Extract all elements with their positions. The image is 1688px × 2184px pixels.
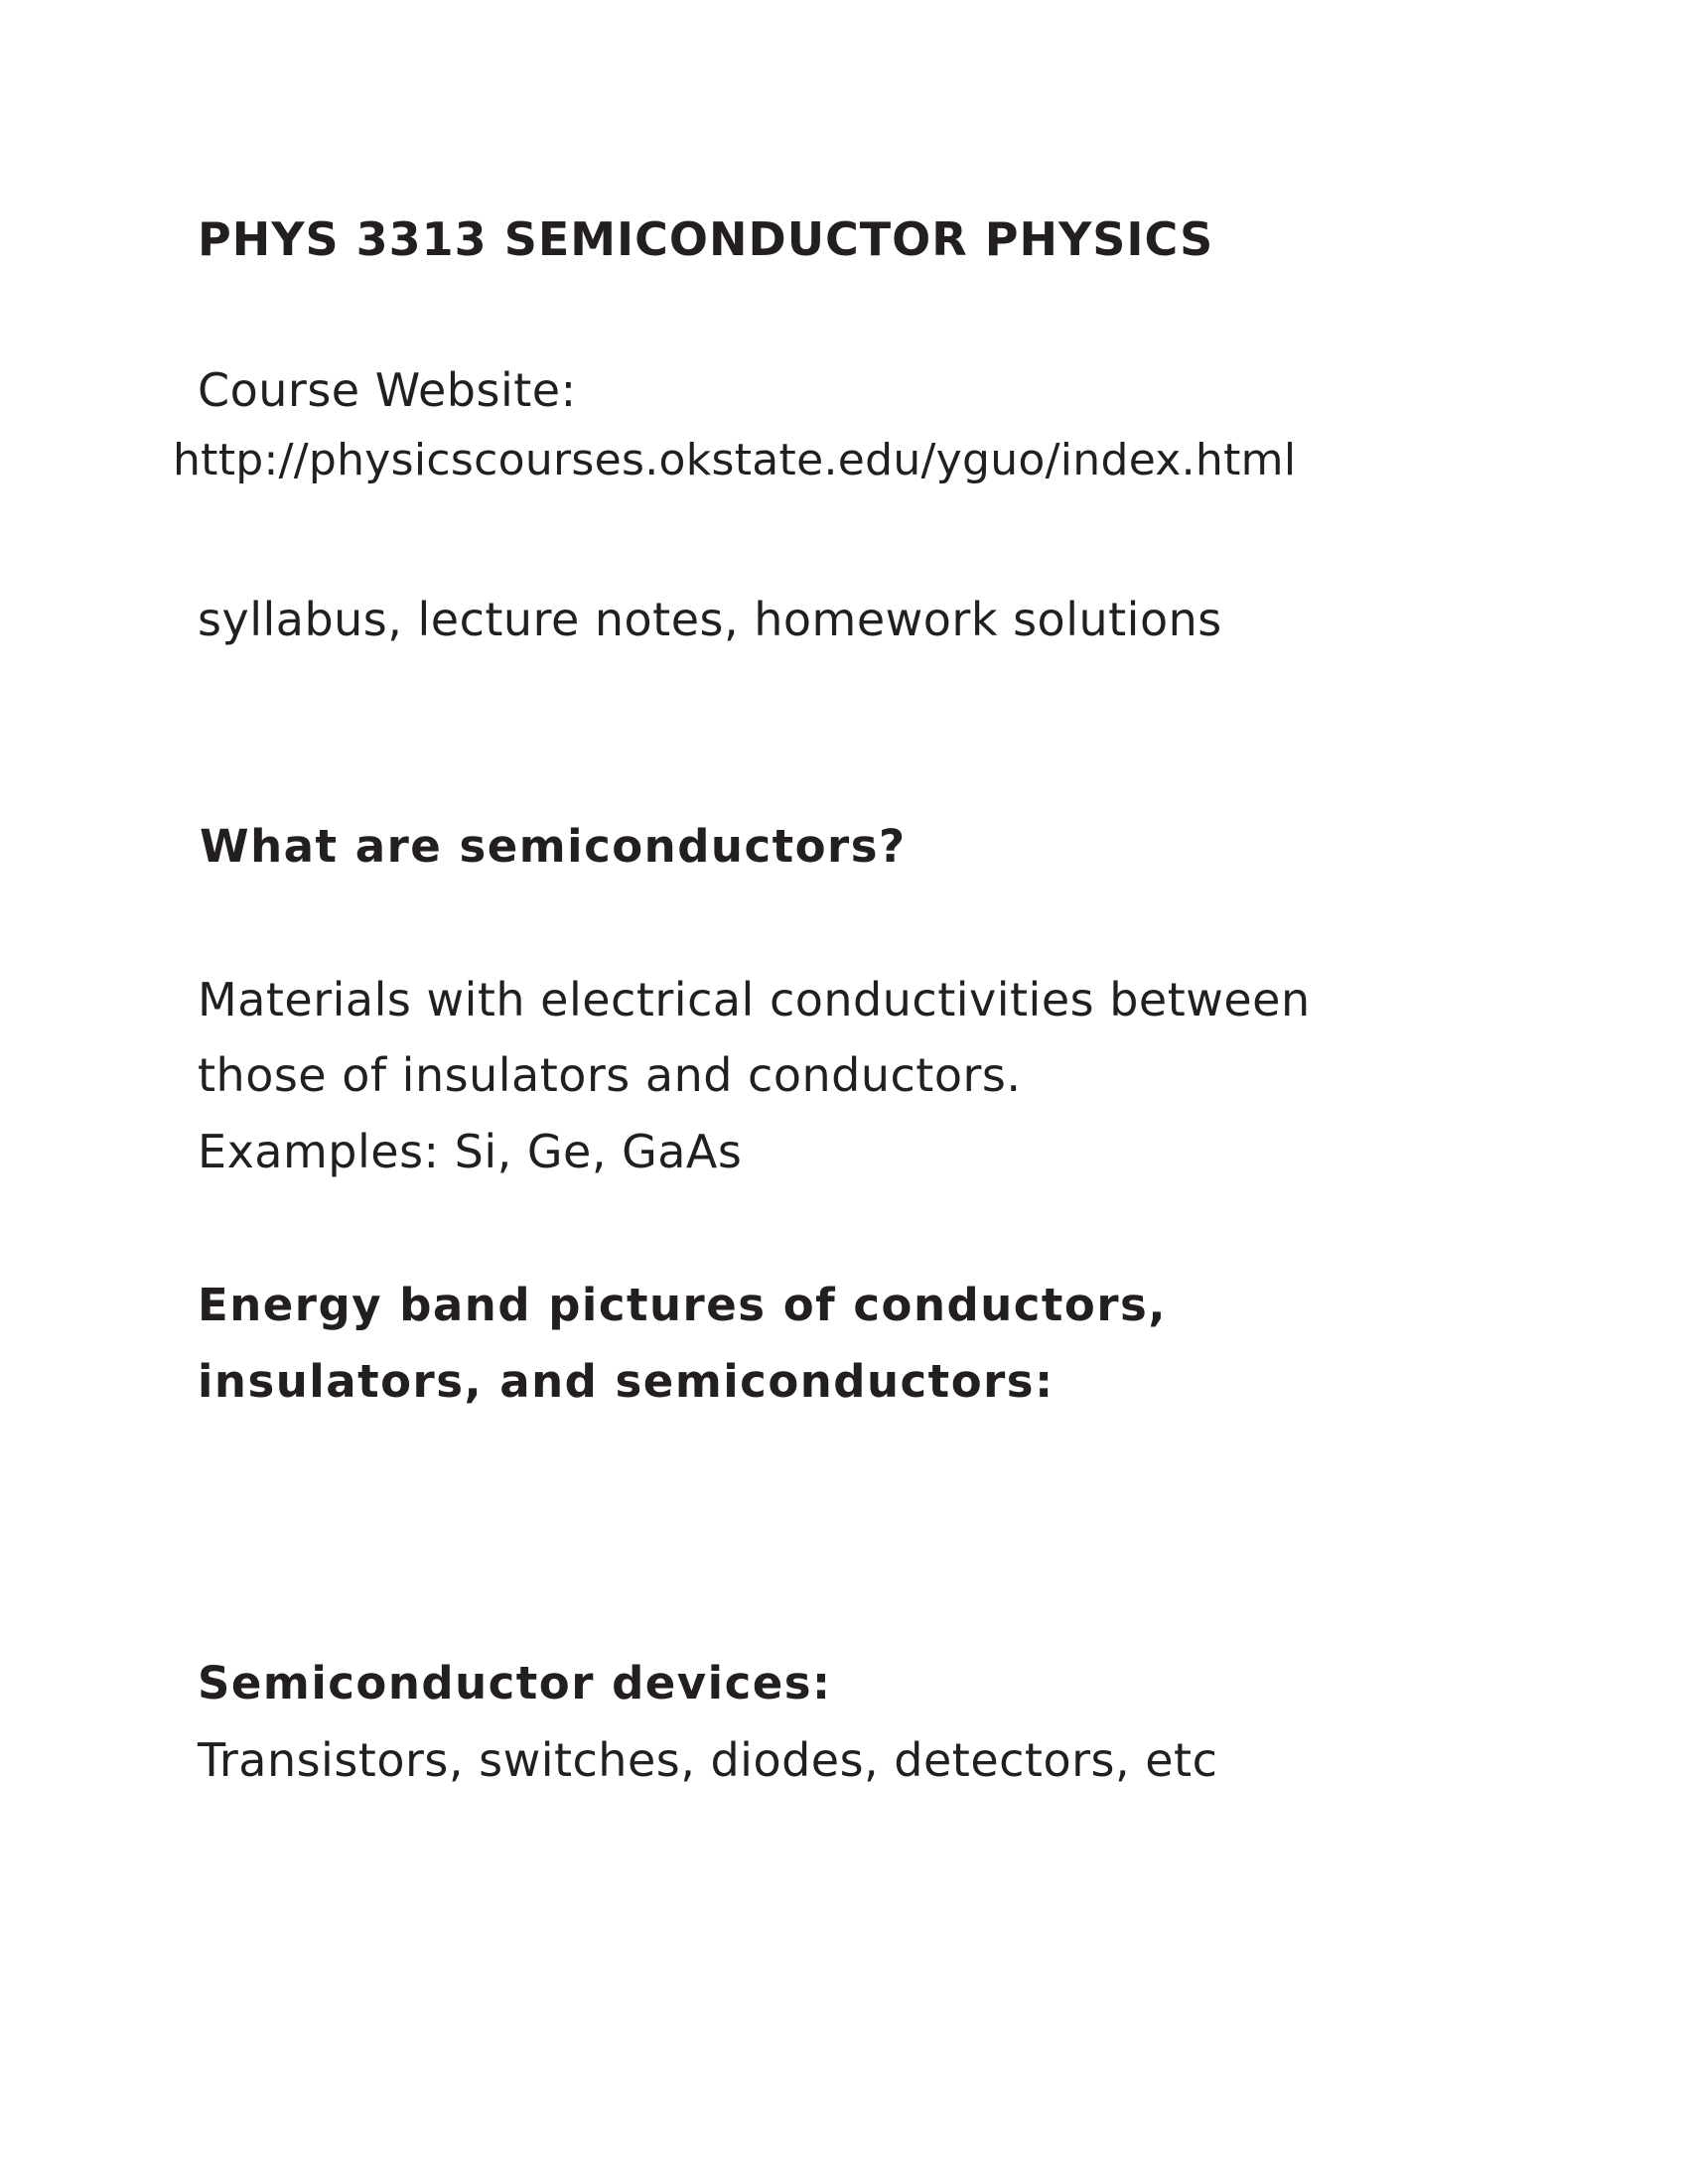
examples-line: Examples: Si, Ge, GaAs	[198, 1125, 743, 1178]
section-heading-semiconductor-devices: Semiconductor devices:	[198, 1657, 832, 1709]
definition-line-2: those of insulators and conductors.	[198, 1048, 1022, 1102]
course-website-label: Course Website:	[198, 363, 577, 417]
resources-text: syllabus, lecture notes, homework solutions	[198, 593, 1222, 646]
definition-line-1: Materials with electrical conductivities between	[198, 973, 1311, 1026]
page-title: PHYS 3313 SEMICONDUCTOR PHYSICS	[198, 212, 1214, 266]
section-heading-energy-band-line-1: Energy band pictures of conductors,	[198, 1279, 1167, 1331]
course-website-link[interactable]: http://physicscourses.okstate.edu/yguo/index.html	[173, 435, 1297, 485]
section-heading-what-are-semiconductors: What are semiconductors?	[200, 820, 907, 873]
section-heading-energy-band-line-2: insulators, and semiconductors:	[198, 1355, 1055, 1408]
devices-list: Transistors, switches, diodes, detectors, etc	[198, 1733, 1218, 1787]
